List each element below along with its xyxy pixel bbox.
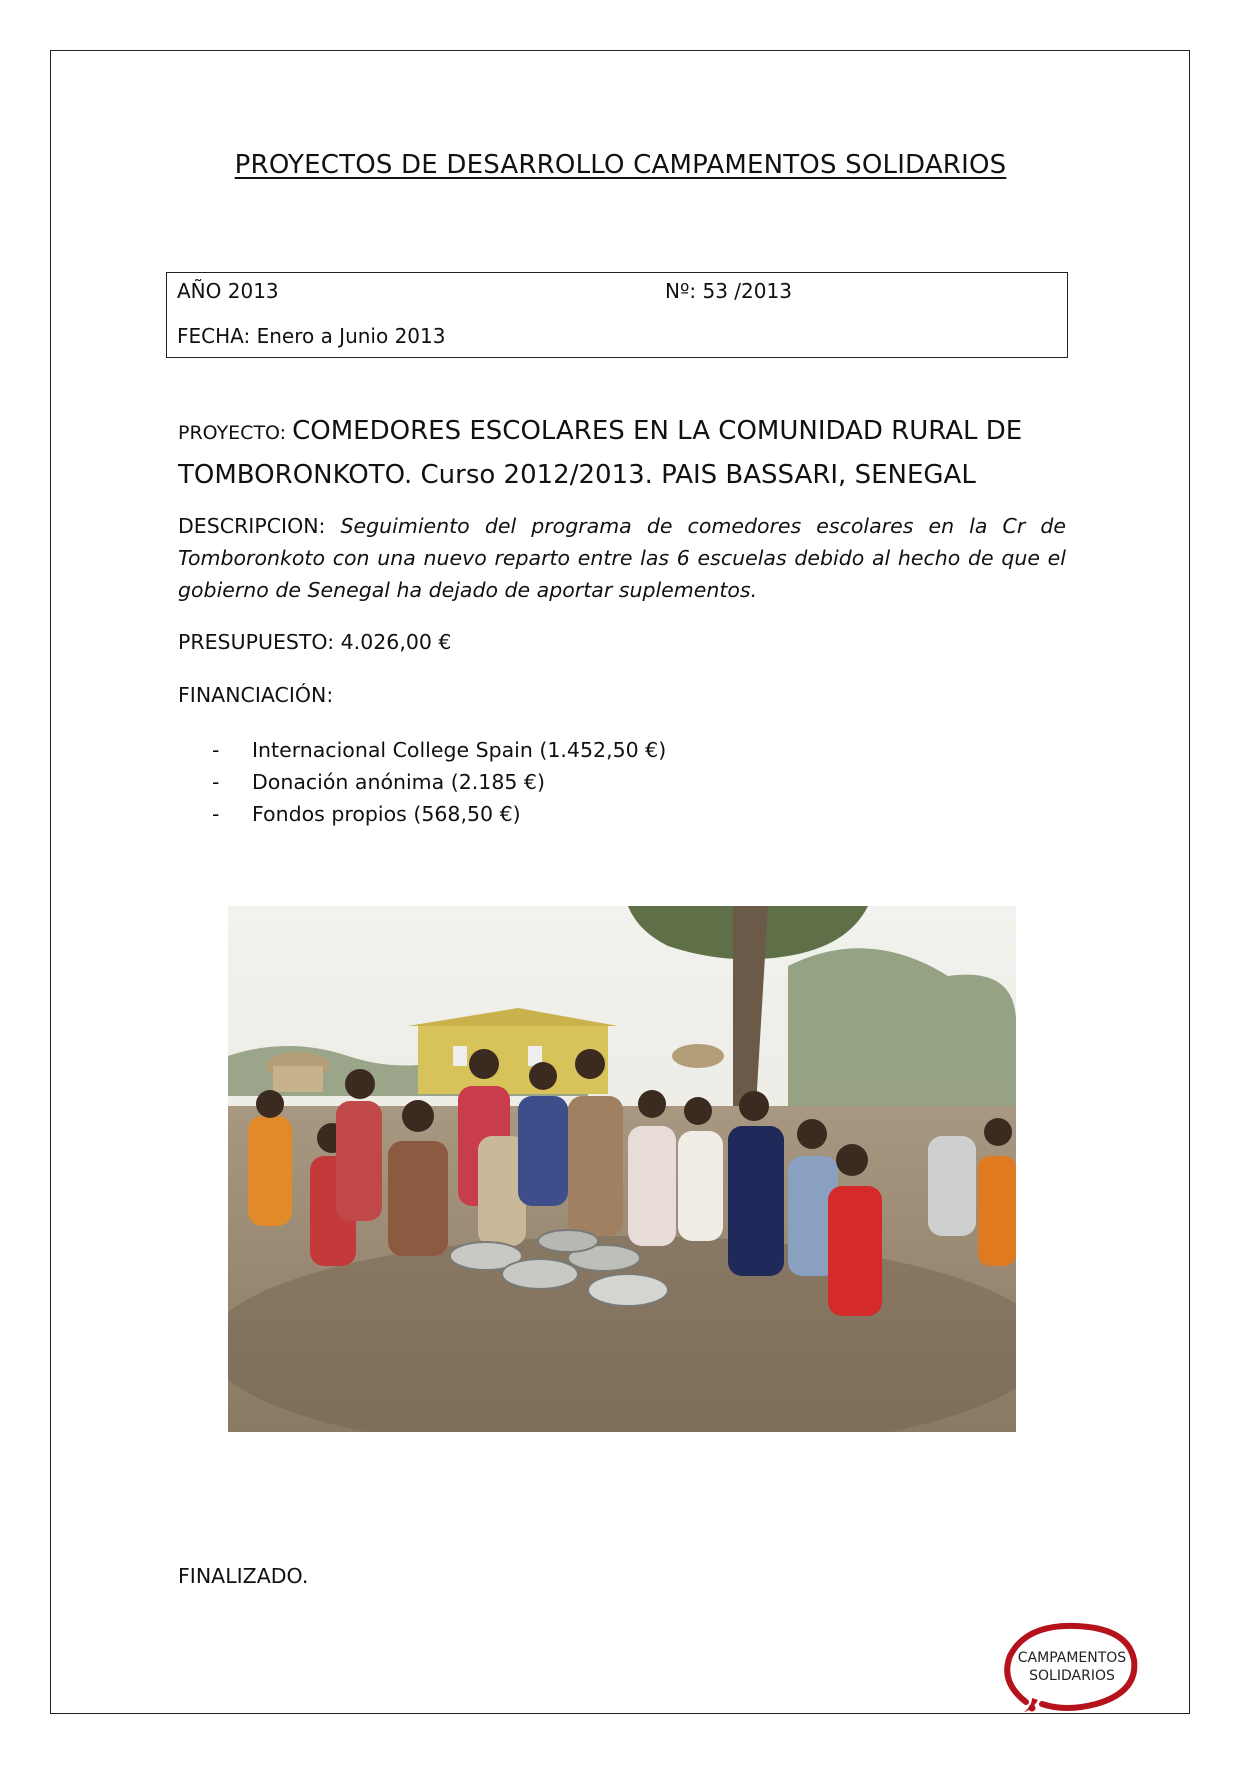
list-item: - Internacional College Spain (1.452,50 €) xyxy=(212,734,666,766)
list-item: - Fondos propios (568,50 €) xyxy=(212,798,666,830)
list-marker: - xyxy=(212,802,220,826)
description-label: DESCRIPCION: xyxy=(178,514,341,538)
document-title: PROYECTOS DE DESARROLLO CAMPAMENTOS SOLIDARIOS xyxy=(234,150,1007,180)
info-box xyxy=(166,272,1068,358)
campamentos-solidarios-logo xyxy=(996,1620,1144,1716)
budget: PRESUPUESTO: 4.026,00 € xyxy=(178,630,452,654)
date-label: FECHA: Enero a Junio 2013 xyxy=(177,324,446,348)
project-number: Nº: 53 /2013 xyxy=(665,279,792,303)
project-name: COMEDORES ESCOLARES EN LA COMUNIDAD RURAL DE TOMBORONKOTO. Curso 2012/2013. PAIS BASSARI, SENEGAL xyxy=(178,416,1023,490)
list-marker: - xyxy=(212,770,220,794)
project-label: PROYECTO: xyxy=(178,422,293,444)
funding-list xyxy=(212,734,666,830)
description xyxy=(178,510,1066,606)
status-text: FINALIZADO. xyxy=(178,1564,309,1588)
description-text: Seguimiento del programa de comedores escolares en la Cr de Tomboronkoto con una nuevo reparto entre las 6 escuelas debido al hecho de que el gobierno de Senegal ha dejado de aportar suplementos. xyxy=(178,514,1066,602)
list-item: - Donación anónima (2.185 €) xyxy=(212,766,666,798)
logo-line1: CAMPAMENTOS xyxy=(1017,1650,1127,1666)
year-label: AÑO 2013 xyxy=(177,279,279,303)
list-marker: - xyxy=(212,738,220,762)
project-heading xyxy=(178,410,1078,496)
logo-line2: SOLIDARIOS xyxy=(1029,1668,1115,1684)
funding-label: FINANCIACIÓN: xyxy=(178,683,334,707)
children-photo xyxy=(228,906,1016,1432)
